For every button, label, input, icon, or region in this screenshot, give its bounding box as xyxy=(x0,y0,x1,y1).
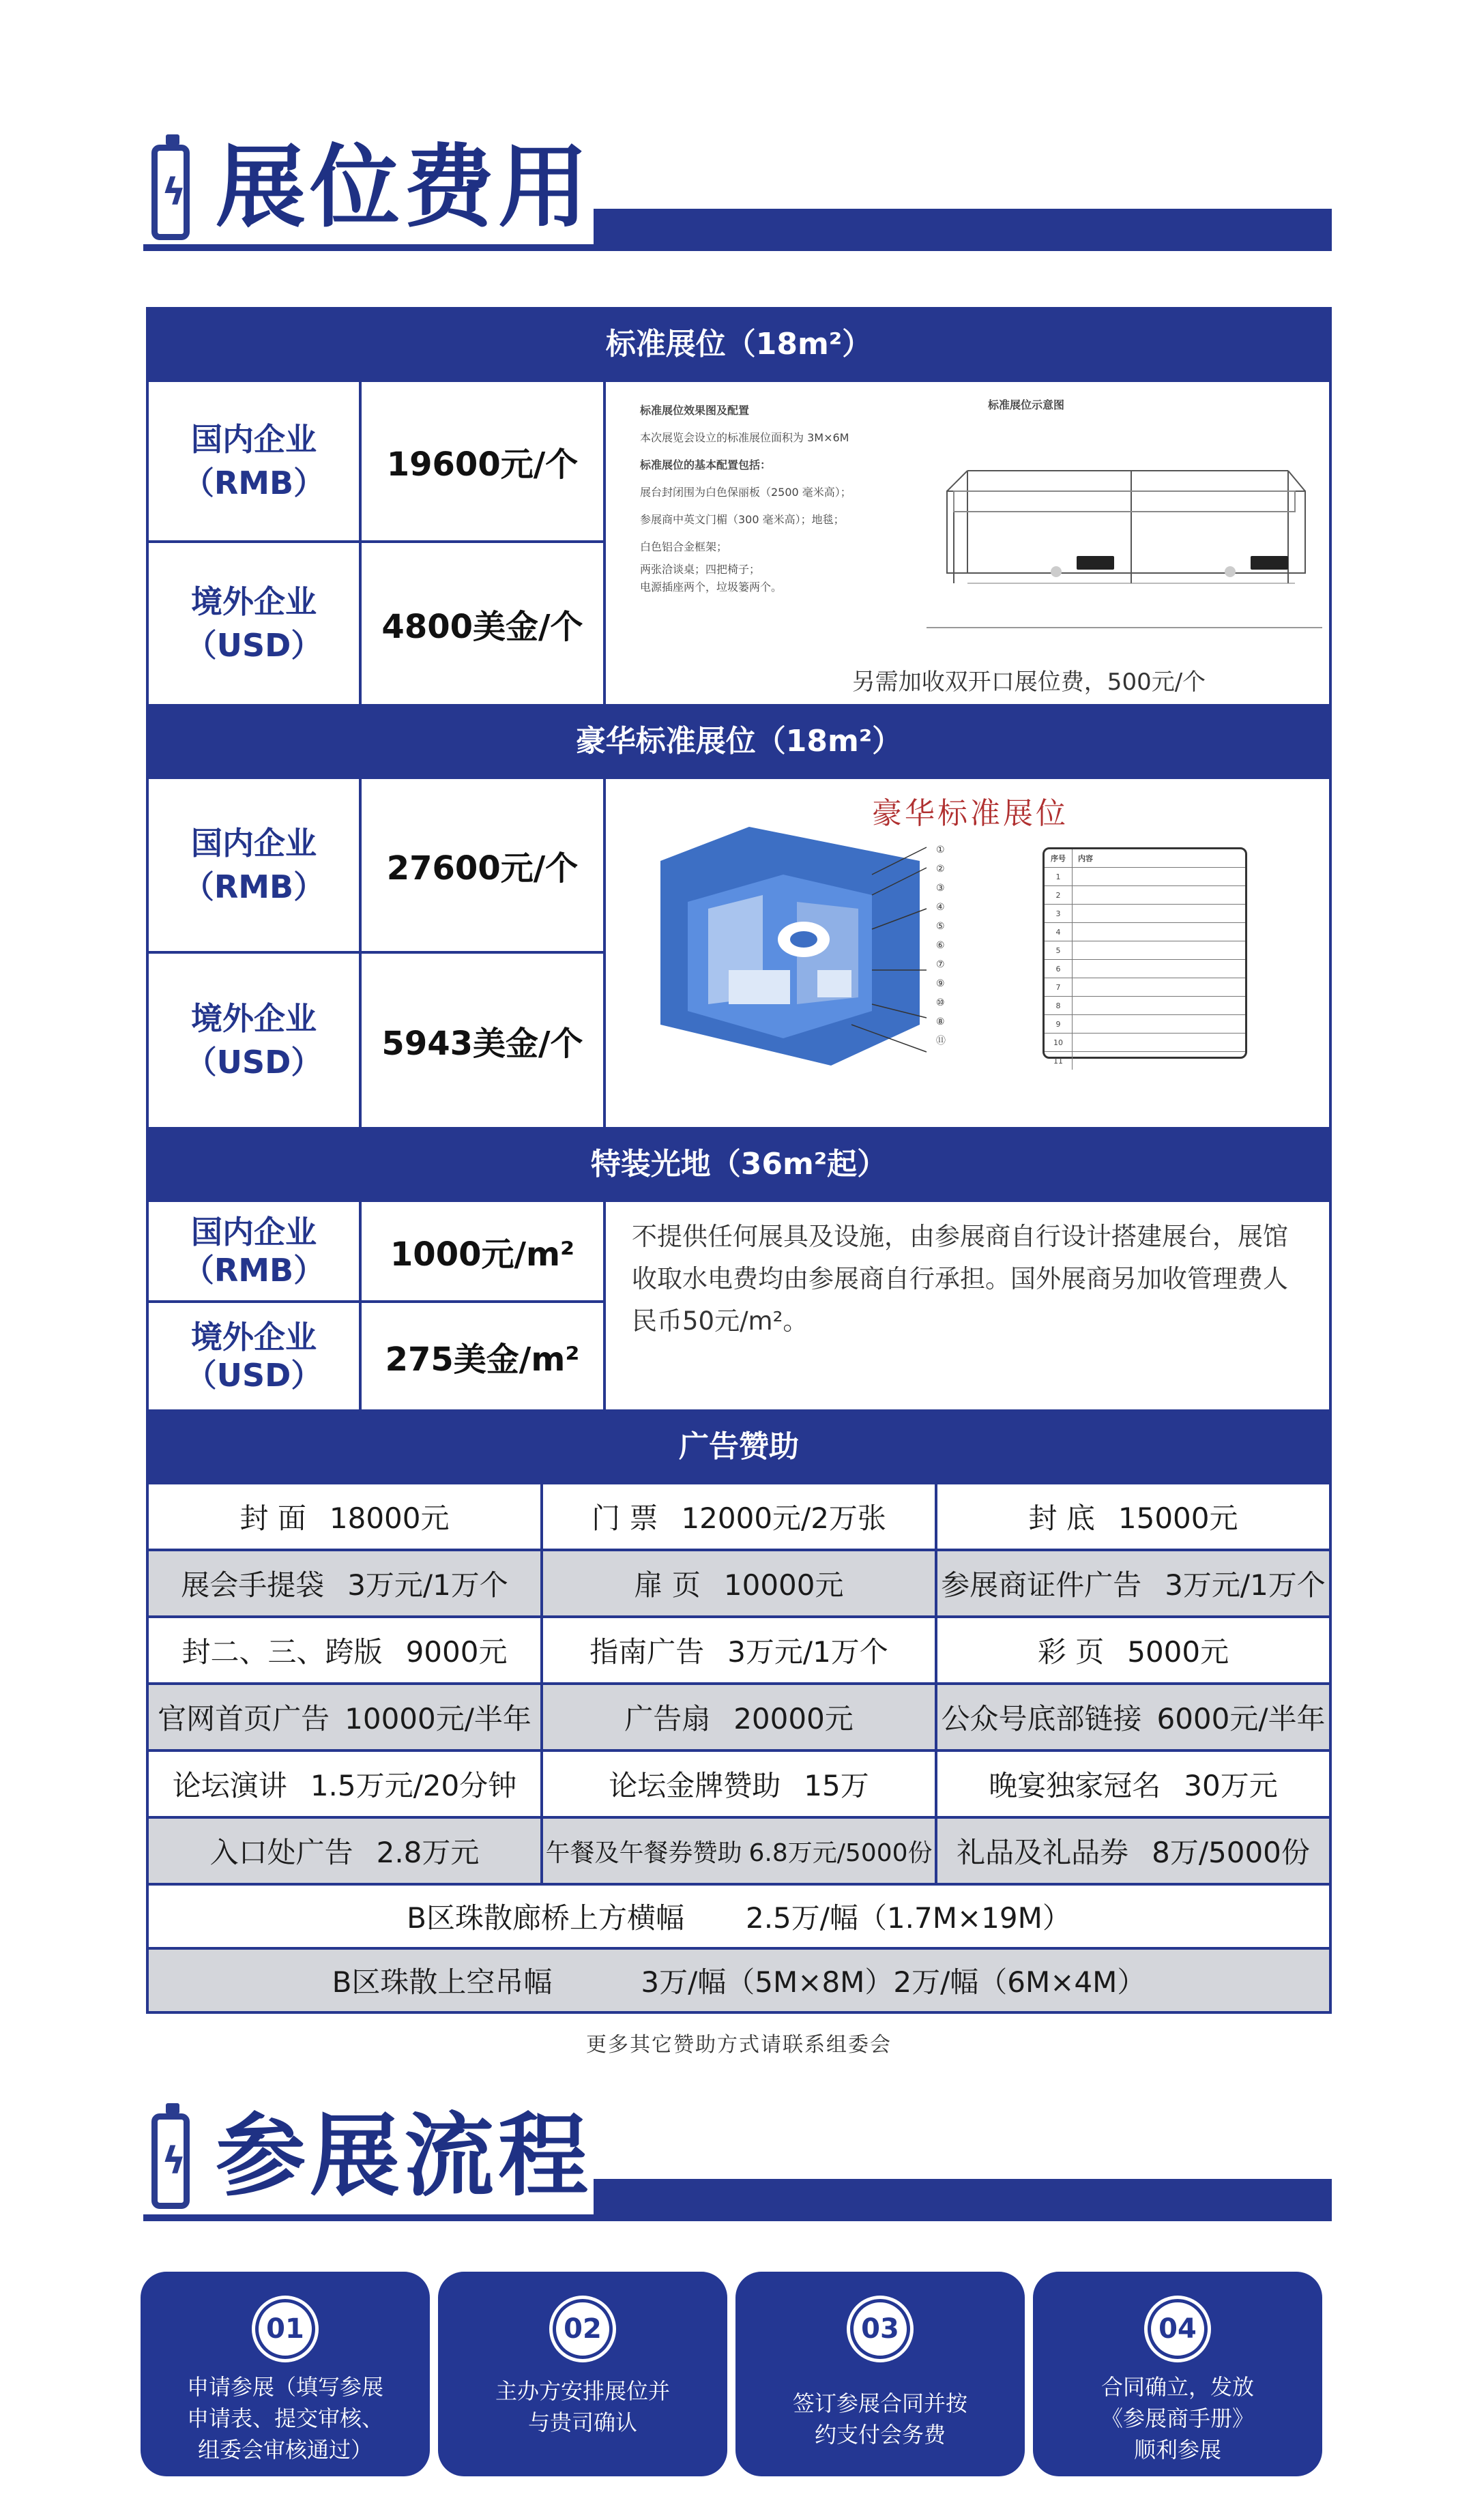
ad-forum-gold: 论坛金牌赞助 15万 xyxy=(542,1750,936,1817)
raw-overseas-price: 275美金/m² xyxy=(360,1302,604,1411)
battery-icon xyxy=(151,2113,190,2209)
section-title-bar xyxy=(594,209,1332,250)
luxury-domestic-price: 27600元/个 xyxy=(360,778,604,952)
standard-booth-diagram xyxy=(927,416,1322,634)
ad-entrance: 入口处广告 2.8万元 xyxy=(147,1817,542,1884)
luxury-overseas-price: 5943美金/个 xyxy=(360,952,604,1128)
luxury-domestic-label: 国内企业 （RMB） xyxy=(147,778,360,952)
luxury-booth-header: 豪华标准展位（18m²） xyxy=(147,705,1330,778)
ad-lunch: 午餐及午餐券赞助 6.8万元/5000份 xyxy=(542,1817,936,1884)
step-text: 合同确立，发放 《参展商手册》 顺利参展 xyxy=(1100,2374,1254,2463)
ad-fan: 广告扇 20000元 xyxy=(542,1684,936,1750)
ad-badge: 参展商证件广告 3万元/1万个 xyxy=(936,1550,1330,1617)
ad-forum-speech: 论坛演讲 1.5万元/20分钟 xyxy=(147,1750,542,1817)
section-title-process: 参展流程 xyxy=(216,2104,592,2209)
step-text: 主办方安排展位并 与贵司确认 xyxy=(495,2378,670,2435)
ads-header: 广告赞助 xyxy=(147,1411,1330,1483)
luxury-callout-numbers: ① ② ③ ④ ⑤ ⑥ ⑦ ⑨ ⑩ ⑧ ⑪ xyxy=(936,845,946,1046)
section-title-fees: 展位费用 xyxy=(216,135,592,240)
ad-website: 官网首页广告 10000元/半年 xyxy=(147,1684,542,1750)
section-title-underline xyxy=(143,244,1332,251)
process-step-3 xyxy=(735,2272,1025,2476)
section-title-bar xyxy=(594,2179,1332,2220)
ad-ticket: 门 票 12000元/2万张 xyxy=(542,1483,936,1550)
step-number-badge: 04 xyxy=(1148,2299,1208,2359)
luxury-booth-render xyxy=(647,820,933,1079)
standard-extra-fee-note: 另需加收双开口展位费，500元/个 xyxy=(851,669,1206,696)
ad-title-page: 扉 页 10000元 xyxy=(542,1550,936,1617)
process-step-1 xyxy=(141,2272,430,2476)
standard-diagram-title: 标准展位示意图 xyxy=(988,398,1065,411)
step-text: 签订参展合同并按 约支付会务费 xyxy=(792,2390,967,2448)
battery-icon xyxy=(151,145,190,240)
ad-cover: 封 面 18000元 xyxy=(147,1483,542,1550)
raw-domestic-price: 1000元/m² xyxy=(360,1201,604,1302)
standard-booth-header: 标准展位（18m²） xyxy=(147,308,1330,381)
ad-color-page: 彩 页 5000元 xyxy=(936,1617,1330,1684)
luxury-booth-image xyxy=(604,778,1330,1128)
ad-dinner: 晚宴独家冠名 30万元 xyxy=(936,1750,1330,1817)
ad-back-cover: 封 底 15000元 xyxy=(936,1483,1330,1550)
ad-inner-cover: 封二、三、跨版 9000元 xyxy=(147,1617,542,1684)
ad-wechat-link: 公众号底部链接 6000元/半年 xyxy=(936,1684,1330,1750)
bolt-icon: ϟ xyxy=(162,171,186,214)
standard-overseas-label: 境外企业 （USD） xyxy=(147,542,360,705)
process-step-4 xyxy=(1033,2272,1322,2476)
standard-domestic-label: 国内企业 （RMB） xyxy=(147,381,360,542)
raw-space-header: 特装光地（36m²起） xyxy=(147,1128,1330,1201)
ad-bridge-banner: B区珠散廊桥上方横幅 2.5万/幅（1.7M×19M） xyxy=(147,1884,1330,1948)
ads-footer-note: 更多其它赞助方式请联系组委会 xyxy=(586,2033,892,2057)
luxury-parts-table: 序号 内容 1 2 3 4 5 6 7 8 9 10 11 xyxy=(1043,847,1247,1059)
standard-domestic-price: 19600元/个 xyxy=(360,381,604,542)
luxury-image-title: 豪华标准展位 xyxy=(872,796,1068,831)
ad-hanging-banner: B区珠散上空吊幅 3万/幅（5M×8M）2万/幅（6M×4M） xyxy=(147,1948,1330,2012)
step-number-badge: 02 xyxy=(553,2299,613,2359)
ad-tote-bag: 展会手提袋 3万元/1万个 xyxy=(147,1550,542,1617)
bolt-icon: ϟ xyxy=(162,2139,186,2182)
section-title-underline xyxy=(143,2214,1332,2221)
step-number-badge: 03 xyxy=(850,2299,910,2359)
step-text: 申请参展（填写参展 申请表、提交审核、 组委会审核通过） xyxy=(186,2374,383,2463)
raw-domestic-label: 国内企业 （RMB） xyxy=(147,1201,360,1302)
standard-booth-image xyxy=(604,381,1330,705)
ad-guide: 指南广告 3万元/1万个 xyxy=(542,1617,936,1684)
standard-overseas-price: 4800美金/个 xyxy=(360,542,604,705)
step-number-badge: 01 xyxy=(255,2299,315,2359)
standard-config-text: 标准展位效果图及配置 本次展览会设立的标准展位面积为 3M×6M 标准展位的基本配置包括： 展台封闭围为白色保丽板（2500 毫米高）； 参展商中英文门楣（300 毫米高）；地毯； 白色铝合金框架； 两张洽谈桌；四把椅子； 电源插座两个，垃圾篓两个。 xyxy=(640,404,851,594)
ad-gift: 礼品及礼品券 8万/5000份 xyxy=(936,1817,1330,1884)
raw-description: 不提供任何展具及设施，由参展商自行设计搭建展台，展馆收取水电费均由参展商自行承担。国外展商另加收管理费人民币50元/m²。 xyxy=(632,1222,1288,1336)
raw-overseas-label: 境外企业 （USD） xyxy=(147,1302,360,1411)
luxury-overseas-label: 境外企业 （USD） xyxy=(147,952,360,1128)
raw-description-cell xyxy=(604,1201,1330,1411)
process-step-2 xyxy=(438,2272,727,2476)
